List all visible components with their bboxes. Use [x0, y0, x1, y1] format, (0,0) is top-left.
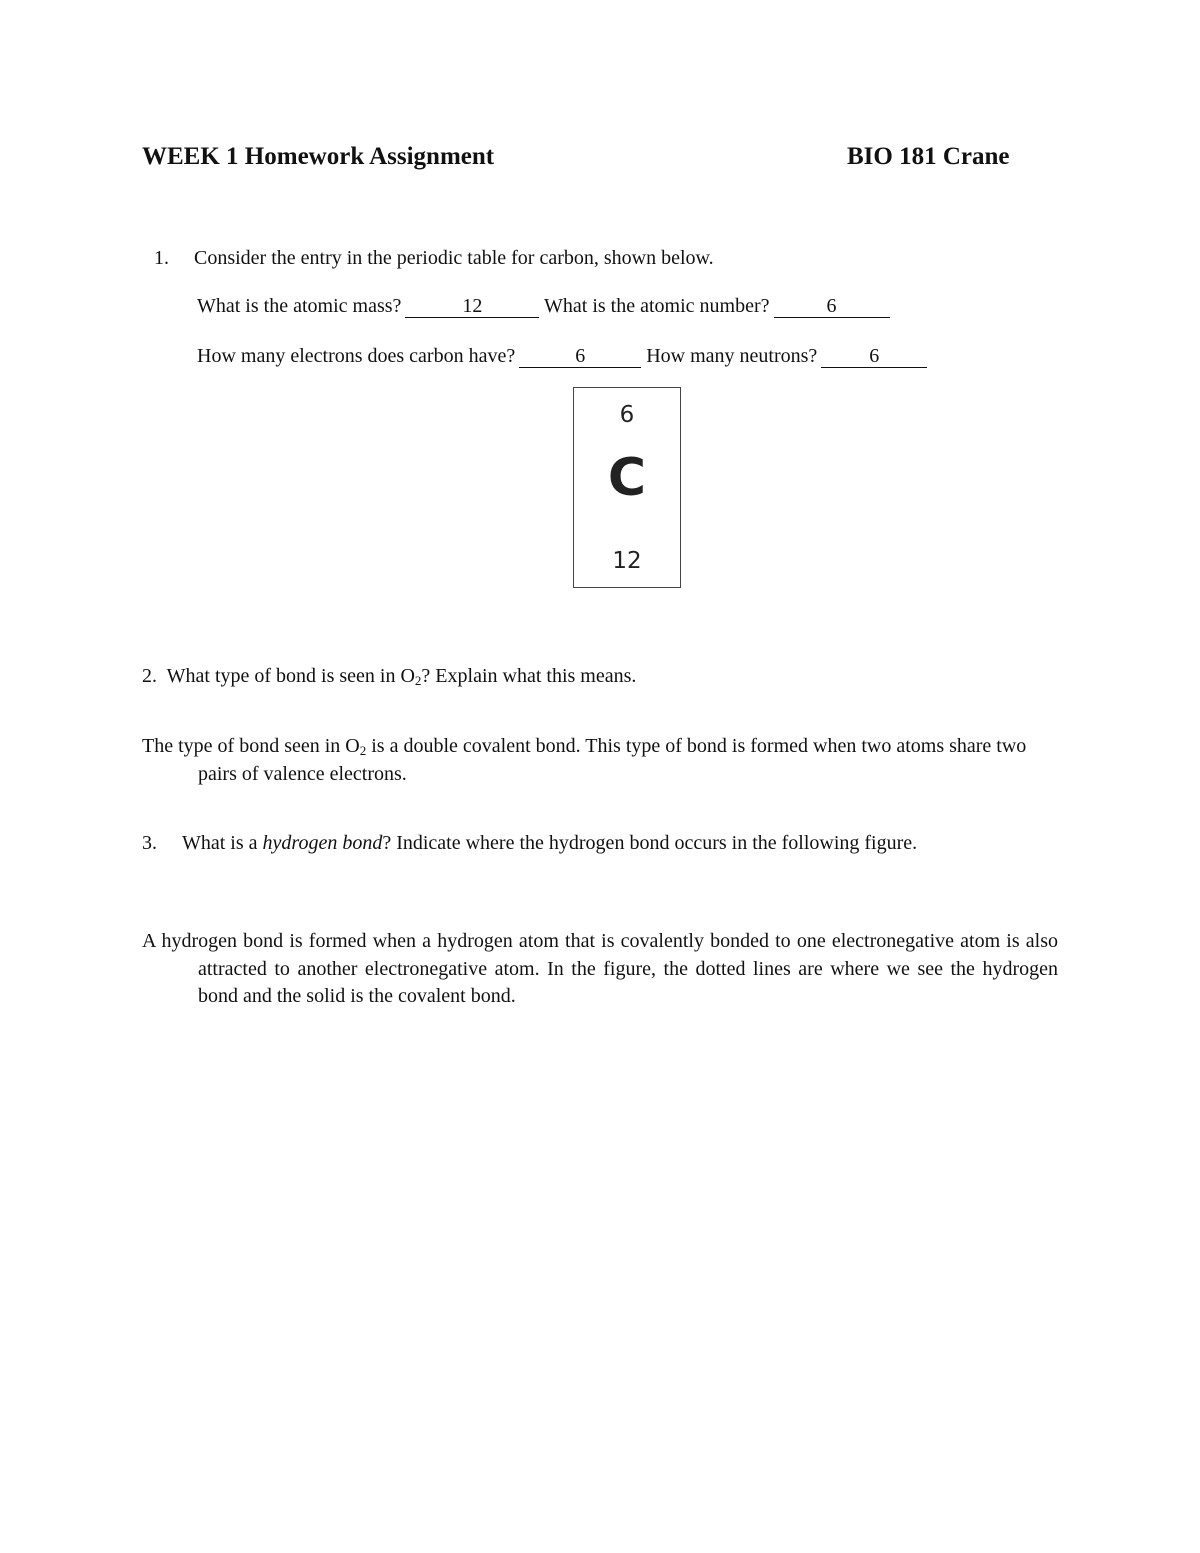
question-3-prompt-tail: ? Indicate where the hydrogen bond occurs in the following figure. [382, 832, 918, 854]
element-atomic-number: 6 [619, 402, 635, 428]
question-2 [142, 663, 636, 689]
question-3 [142, 830, 1058, 858]
question-1-number: 1. [154, 247, 169, 269]
neutrons-label: How many neutrons? [646, 345, 818, 367]
atomic-mass-answer: 12 [405, 295, 539, 318]
course-name: BIO 181 Crane [847, 143, 1010, 170]
question-3-term: hydrogen bond [262, 832, 383, 854]
neutrons-answer: 6 [821, 345, 927, 368]
question-3-number: 3. [142, 832, 157, 854]
question-2-prompt-text: What type of bond is seen in O [166, 665, 415, 687]
question-2-prompt-tail: ? Explain what this means. [421, 665, 637, 687]
answer-2-text: The type of bond seen in O [142, 735, 360, 757]
atomic-mass-label: What is the atomic mass? [197, 295, 402, 317]
electrons-label: How many electrons does carbon have? [197, 345, 516, 367]
question-3-answer: A hydrogen bond is formed when a hydrogen atom that is covalently bonded to one electronegative atom is also attracted to another electronegative atom. In the figure, the dotted lines are where we see the hydrogen bond and the solid is the covalent bond. [142, 930, 1058, 1007]
atomic-number-label: What is the atomic number? [544, 295, 770, 317]
electrons-answer: 6 [519, 345, 641, 368]
question-2-prompt [167, 665, 637, 687]
question-3-prompt-text: What is a [182, 832, 263, 854]
carbon-element-tile [573, 387, 681, 588]
answer-2-tail: is a double covalent bond. This type of bond is formed when two atoms share two pairs of valence electrons. [198, 735, 1027, 785]
question-2-answer [142, 733, 1058, 788]
question-1-electron-row [197, 343, 927, 369]
assignment-title: WEEK 1 Homework Assignment [142, 143, 495, 170]
question-1-prompt: Consider the entry in the periodic table for carbon, shown below. [194, 247, 714, 269]
atomic-number-answer: 6 [774, 295, 890, 318]
question-1-mass-row [197, 293, 890, 319]
question-2-subscript: 2 [414, 673, 422, 688]
answer-2-subscript: 2 [359, 743, 367, 758]
element-atomic-mass: 12 [612, 548, 642, 574]
element-symbol: C [607, 448, 647, 508]
question-2-number: 2. [142, 665, 157, 687]
